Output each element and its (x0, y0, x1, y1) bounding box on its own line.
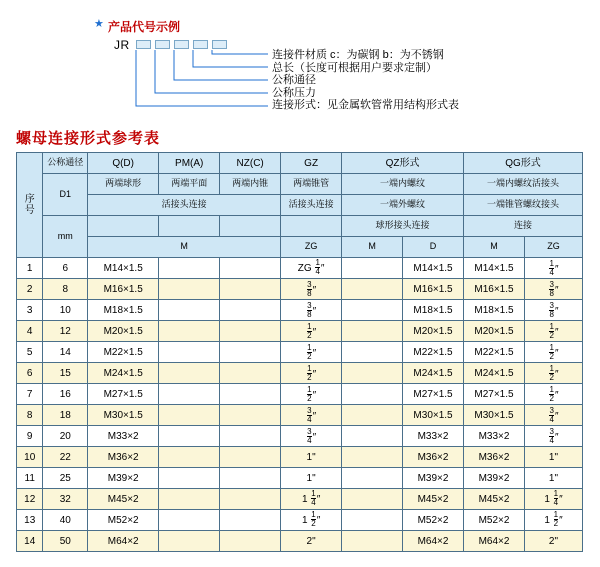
cell-qz-d: M20×1.5 (403, 321, 464, 342)
cell-qz-d: M39×2 (403, 468, 464, 489)
cell-qg-m: M33×2 (464, 426, 525, 447)
header-unit-qg-zg: ZG (524, 237, 582, 258)
cell-qg-zg: 1 $\frac{1}{2}$ ″ (524, 510, 582, 531)
table-header-row-codes (17, 153, 583, 174)
cell-qz-m (342, 342, 403, 363)
cell-q: M64×2 (88, 531, 159, 552)
cell-nz (220, 489, 281, 510)
header-form-qg: 一端内螺纹活接头 (464, 174, 583, 195)
cell-pm (159, 426, 220, 447)
cell-seq: 6 (17, 363, 43, 384)
cell-gz: 2" (281, 531, 342, 552)
cell-qg-m: M45×2 (464, 489, 525, 510)
table-row (17, 279, 583, 300)
cell-qg-m: M20×1.5 (464, 321, 525, 342)
cell-nz (220, 300, 281, 321)
cell-nz (220, 468, 281, 489)
product-code-diagram (0, 0, 600, 122)
header-col-gz: GZ (281, 153, 342, 174)
table-row (17, 447, 583, 468)
cell-q: M52×2 (88, 510, 159, 531)
cell-gz: $\frac{3}{8}$ ″ (281, 300, 342, 321)
cell-qg-m: M27×1.5 (464, 384, 525, 405)
cell-nz (220, 363, 281, 384)
header-join-gz: 活接头连接 (281, 195, 342, 216)
table-row (17, 489, 583, 510)
cell-q: M39×2 (88, 468, 159, 489)
cell-gz: $\frac{1}{2}$ ″ (281, 321, 342, 342)
cell-gz: 1" (281, 468, 342, 489)
cell-qz-m (342, 279, 403, 300)
cell-seq: 11 (17, 468, 43, 489)
cell-qz-m (342, 426, 403, 447)
cell-qg-zg: $\frac{3}{4}$ ″ (524, 405, 582, 426)
cell-q: M16×1.5 (88, 279, 159, 300)
cell-qg-m: M22×1.5 (464, 342, 525, 363)
legend-item-material: 连接件材质 c：为碳钢 b：为不锈钢 (272, 49, 444, 61)
cell-pm (159, 510, 220, 531)
cell-q: M45×2 (88, 489, 159, 510)
cell-qg-m: M52×2 (464, 510, 525, 531)
cell-seq: 14 (17, 531, 43, 552)
header-unit-zg: ZG (281, 237, 342, 258)
section-title: 螺母连接形式参考表 (16, 130, 161, 147)
cell-qz-m (342, 510, 403, 531)
cell-qg-m: M39×2 (464, 468, 525, 489)
cell-qg-zg: $\frac{1}{2}$ ″ (524, 384, 582, 405)
table-row (17, 405, 583, 426)
cell-gz: 1 $\frac{1}{4}$ ″ (281, 489, 342, 510)
cell-dn: 18 (43, 405, 88, 426)
table-row (17, 342, 583, 363)
cell-qz-d: M22×1.5 (403, 342, 464, 363)
table-row (17, 426, 583, 447)
code-prefix-label: JR (114, 38, 130, 52)
table-row (17, 363, 583, 384)
cell-dn: 14 (43, 342, 88, 363)
header-blank-q (88, 216, 159, 237)
cell-pm (159, 405, 220, 426)
cell-dn: 20 (43, 426, 88, 447)
header-blank-gz (281, 216, 342, 237)
legend-item-nominal-pressure: 公称压力 (272, 86, 316, 99)
cell-qg-m: M24×1.5 (464, 363, 525, 384)
cell-seq: 4 (17, 321, 43, 342)
cell-q: M20×1.5 (88, 321, 159, 342)
header-unit-qg-m: M (464, 237, 525, 258)
cell-q: M24×1.5 (88, 363, 159, 384)
cell-pm (159, 300, 220, 321)
cell-q: M14×1.5 (88, 258, 159, 279)
cell-qz-m (342, 531, 403, 552)
diagram-title: 产品代号示例 (108, 20, 181, 34)
cell-gz: $\frac{1}{2}$ ″ (281, 384, 342, 405)
table-row (17, 468, 583, 489)
cell-nz (220, 258, 281, 279)
cell-dn: 22 (43, 447, 88, 468)
cell-qz-m (342, 489, 403, 510)
cell-qg-m: M64×2 (464, 531, 525, 552)
cell-qg-zg: $\frac{3}{4}$ ″ (524, 426, 582, 447)
cell-qg-zg: $\frac{3}{8}$ ″ (524, 279, 582, 300)
table-row (17, 531, 583, 552)
cell-gz: $\frac{3}{4}$ ″ (281, 426, 342, 447)
cell-q: M18×1.5 (88, 300, 159, 321)
table-row (17, 384, 583, 405)
cell-gz: ZG $\frac{1}{4}$ ″ (281, 258, 342, 279)
cell-seq: 10 (17, 447, 43, 468)
table-header-row-units (17, 237, 583, 258)
cell-qg-zg: $\frac{1}{2}$ ″ (524, 321, 582, 342)
table-header-row-forms (17, 174, 583, 195)
cell-qz-d: M33×2 (403, 426, 464, 447)
cell-dn: 50 (43, 531, 88, 552)
table-header-row-joins (17, 195, 583, 216)
cell-seq: 12 (17, 489, 43, 510)
cell-qg-m: M36×2 (464, 447, 525, 468)
header-dn-label: 公称通径 (43, 153, 88, 174)
cell-qg-m: M18×1.5 (464, 300, 525, 321)
header-col-qg: QG形式 (464, 153, 583, 174)
table-row (17, 321, 583, 342)
cell-qg-zg: 1 $\frac{1}{4}$ ″ (524, 489, 582, 510)
cell-qz-d: M45×2 (403, 489, 464, 510)
header-unit-m: M (88, 237, 281, 258)
header-unit-qz-m: M (342, 237, 403, 258)
cell-nz (220, 342, 281, 363)
cell-qg-zg: 2" (524, 531, 582, 552)
cell-qz-m (342, 258, 403, 279)
header-join-qg: 连接 (464, 216, 583, 237)
legend-item-length: 总长（长度可根据用户要求定制） (272, 61, 437, 74)
cell-seq: 8 (17, 405, 43, 426)
nut-connection-spec-table (16, 152, 583, 552)
cell-seq: 2 (17, 279, 43, 300)
cell-qg-m: M14×1.5 (464, 258, 525, 279)
cell-gz: $\frac{1}{2}$ ″ (281, 363, 342, 384)
cell-qg-zg: $\frac{1}{4}$ ″ (524, 258, 582, 279)
cell-dn: 25 (43, 468, 88, 489)
cell-dn: 40 (43, 510, 88, 531)
cell-pm (159, 342, 220, 363)
cell-dn: 8 (43, 279, 88, 300)
diagram-legend (272, 49, 459, 112)
cell-seq: 13 (17, 510, 43, 531)
cell-seq: 5 (17, 342, 43, 363)
cell-qz-d: M30×1.5 (403, 405, 464, 426)
table-row (17, 300, 583, 321)
header-blank-nz (220, 216, 281, 237)
cell-qz-d: M36×2 (403, 447, 464, 468)
cell-nz (220, 426, 281, 447)
cell-q: M36×2 (88, 447, 159, 468)
header-join-qpmnz: 活接头连接 (88, 195, 281, 216)
header-form-pm: 两端平面 (159, 174, 220, 195)
cell-pm (159, 489, 220, 510)
cell-pm (159, 321, 220, 342)
cell-dn: 32 (43, 489, 88, 510)
cell-nz (220, 531, 281, 552)
cell-qg-m: M30×1.5 (464, 405, 525, 426)
cell-qz-d: M14×1.5 (403, 258, 464, 279)
legend-item-connection-type: 连接形式：见金属软管常用结构形式表 (272, 99, 459, 112)
cell-pm (159, 468, 220, 489)
cell-nz (220, 510, 281, 531)
header-join-qz: 球形接头连接 (342, 216, 464, 237)
spec-table-wrap (16, 152, 583, 552)
cell-seq: 3 (17, 300, 43, 321)
cell-gz: $\frac{3}{8}$ ″ (281, 279, 342, 300)
cell-seq: 9 (17, 426, 43, 447)
cell-dn: 16 (43, 384, 88, 405)
cell-qg-zg: $\frac{1}{2}$ ″ (524, 342, 582, 363)
cell-nz (220, 405, 281, 426)
cell-qg-zg: $\frac{3}{8}$ ″ (524, 300, 582, 321)
cell-dn: 12 (43, 321, 88, 342)
header-unit-qz-d: D (403, 237, 464, 258)
cell-qz-m (342, 300, 403, 321)
header-col-q: Q(D) (88, 153, 159, 174)
cell-qz-d: M24×1.5 (403, 363, 464, 384)
star-icon: ★ (94, 18, 104, 30)
header-seq: 序 号 (17, 153, 43, 258)
header-dn-unit: mm (43, 216, 88, 258)
cell-dn: 6 (43, 258, 88, 279)
cell-q: M27×1.5 (88, 384, 159, 405)
header-col-nz: NZ(C) (220, 153, 281, 174)
header-col-qz: QZ形式 (342, 153, 464, 174)
table-row (17, 258, 583, 279)
header-form-q: 两端球形 (88, 174, 159, 195)
cell-pm (159, 363, 220, 384)
cell-pm (159, 258, 220, 279)
legend-item-nominal-diameter: 公称通径 (272, 74, 316, 87)
cell-qz-m (342, 384, 403, 405)
table-header-row-subjoins (17, 216, 583, 237)
cell-gz: $\frac{1}{2}$ ″ (281, 342, 342, 363)
cell-dn: 15 (43, 363, 88, 384)
cell-qz-d: M18×1.5 (403, 300, 464, 321)
cell-qg-zg: 1" (524, 447, 582, 468)
cell-nz (220, 447, 281, 468)
cell-dn: 10 (43, 300, 88, 321)
cell-pm (159, 531, 220, 552)
cell-seq: 7 (17, 384, 43, 405)
cell-seq: 1 (17, 258, 43, 279)
cell-pm (159, 447, 220, 468)
header-form-qz: 一端内螺纹 (342, 174, 464, 195)
header-blank-pm (159, 216, 220, 237)
cell-pm (159, 384, 220, 405)
cell-nz (220, 384, 281, 405)
header-col-pm: PM(A) (159, 153, 220, 174)
cell-nz (220, 279, 281, 300)
cell-qz-m (342, 468, 403, 489)
cell-qz-d: M27×1.5 (403, 384, 464, 405)
cell-qz-m (342, 363, 403, 384)
cell-gz: 1" (281, 447, 342, 468)
cell-gz: 1 $\frac{1}{2}$ ″ (281, 510, 342, 531)
cell-gz: $\frac{3}{4}$ ″ (281, 405, 342, 426)
table-row (17, 510, 583, 531)
header-form-qg2: 一端锥管螺纹接头 (464, 195, 583, 216)
header-form-qz2: 一端外螺纹 (342, 195, 464, 216)
header-dn-sub: D1 (43, 174, 88, 216)
cell-qz-d: M16×1.5 (403, 279, 464, 300)
cell-qz-m (342, 321, 403, 342)
cell-qz-m (342, 447, 403, 468)
cell-qg-m: M16×1.5 (464, 279, 525, 300)
cell-qz-m (342, 405, 403, 426)
cell-qz-d: M52×2 (403, 510, 464, 531)
cell-q: M30×1.5 (88, 405, 159, 426)
cell-nz (220, 321, 281, 342)
cell-q: M33×2 (88, 426, 159, 447)
cell-qg-zg: $\frac{1}{2}$ ″ (524, 363, 582, 384)
header-form-gz: 两端锥管 (281, 174, 342, 195)
cell-qg-zg: 1" (524, 468, 582, 489)
cell-qz-d: M64×2 (403, 531, 464, 552)
header-form-nz: 两端内锥 (220, 174, 281, 195)
cell-pm (159, 279, 220, 300)
cell-q: M22×1.5 (88, 342, 159, 363)
